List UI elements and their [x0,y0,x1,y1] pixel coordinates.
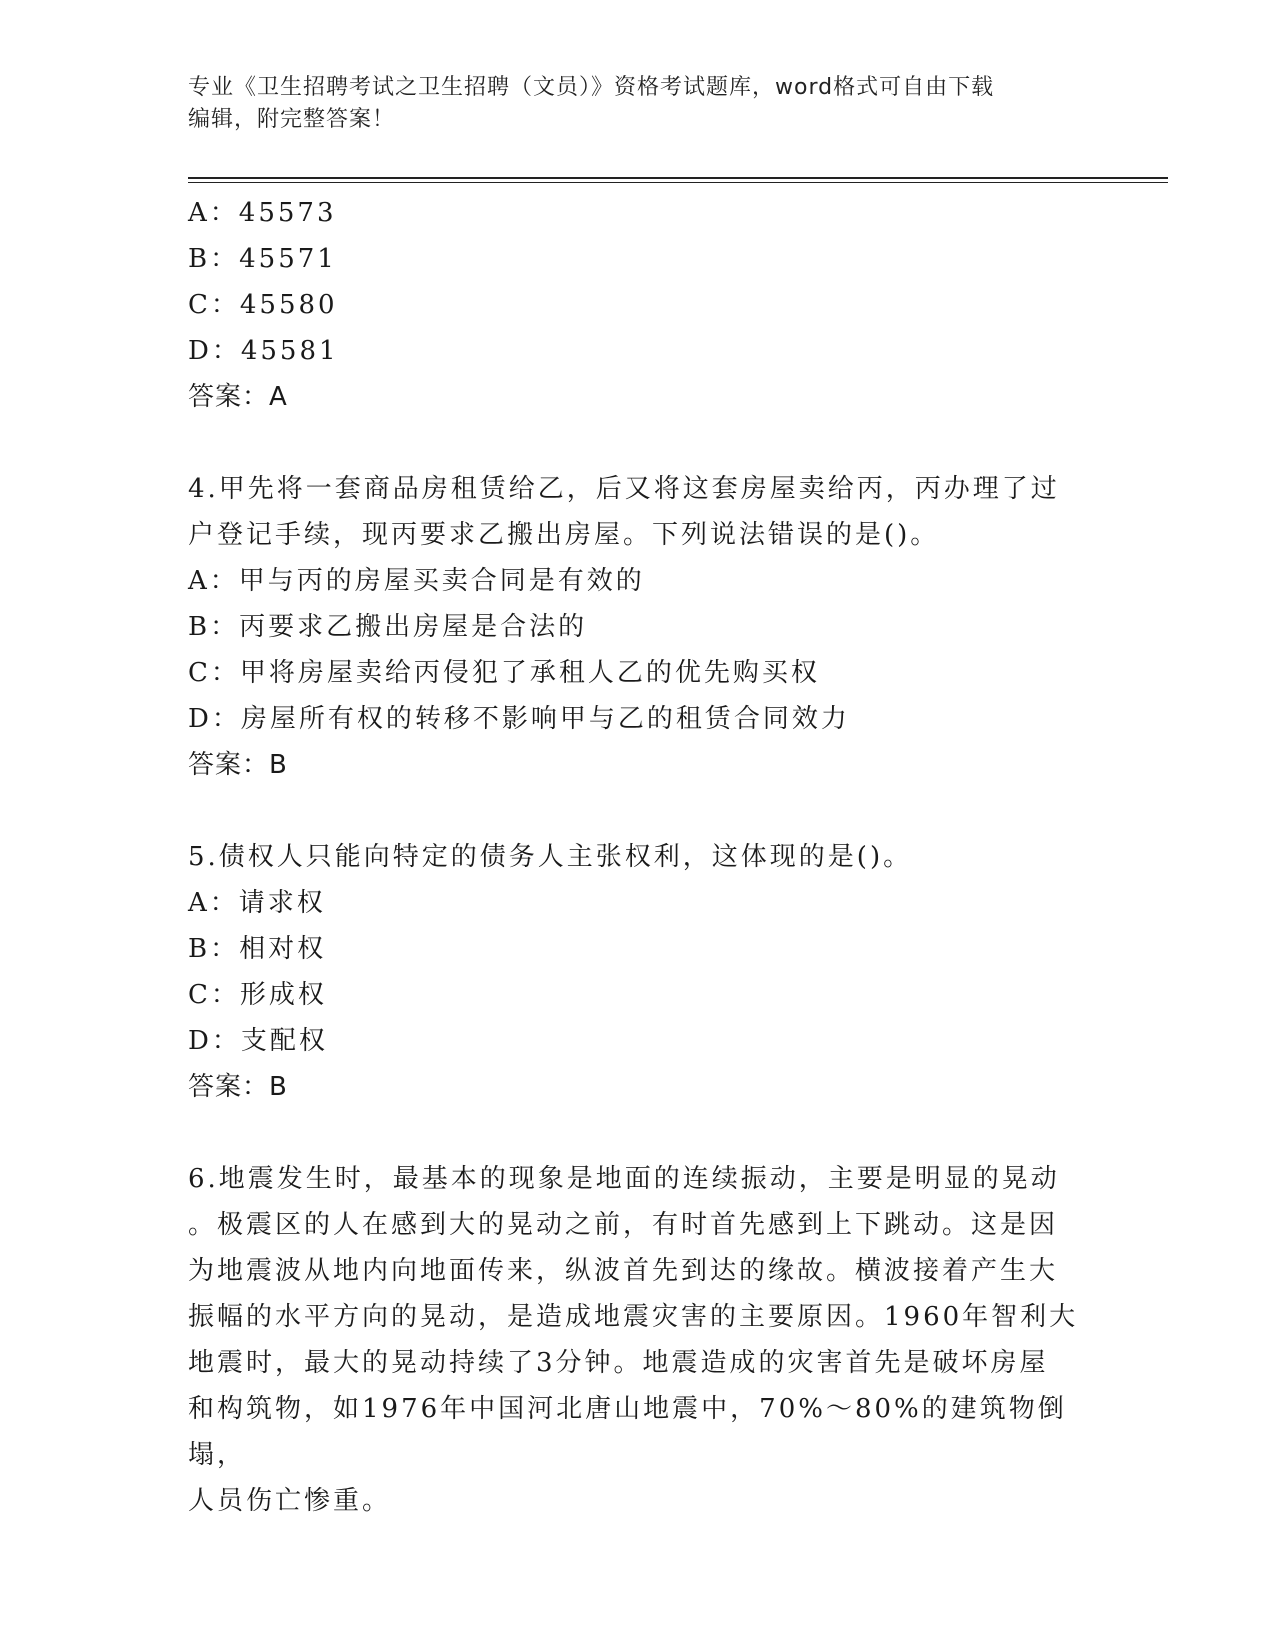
option-b: B：45571 [188,244,337,274]
option-d: D：支配权 [188,1026,328,1056]
option-a: A：45573 [188,198,337,228]
option-c: C：甲将房屋卖给丙侵犯了承租人乙的优先购买权 [188,658,820,688]
question-6 [188,1156,1088,1524]
option-d: D：房屋所有权的转移不影响甲与乙的租赁合同效力 [188,704,850,734]
question-stem-line: 地震时，最大的晃动持续了3分钟。地震造成的灾害首先是破坏房屋 [188,1348,1049,1378]
option-b: B：丙要求乙搬出房屋是合法的 [188,612,588,642]
header-divider-thin [188,182,1168,183]
question-list [188,190,1088,1524]
answer: 答案：B [188,1072,288,1102]
header-line-2: 编辑，附完整答案！ [188,107,396,132]
question-4 [188,466,1088,788]
question-stem-line: 人员伤亡惨重。 [188,1486,392,1516]
document-header [188,72,1088,136]
option-c: C：形成权 [188,980,327,1010]
option-a: A：甲与丙的房屋买卖合同是有效的 [188,566,645,596]
question-stem-line: 。极震区的人在感到大的晃动之前，有时首先感到上下跳动。这是因 [188,1210,1059,1240]
question-5 [188,834,1088,1110]
option-d: D：45581 [188,336,339,366]
option-a: A：请求权 [188,888,326,918]
question-stem-line: 6.地震发生时，最基本的现象是地面的连续振动，主要是明显的晃动 [188,1164,1060,1194]
question-stem-line: 为地震波从地内向地面传来，纵波首先到达的缘故。横波接着产生大 [188,1256,1059,1286]
question-stem-line: 和构筑物，如1976年中国河北唐山地震中，70%～80%的建筑物倒塌， [188,1394,1067,1470]
question-stem-line: 4.甲先将一套商品房租赁给乙，后又将这套房屋卖给丙，丙办理了过 [188,474,1060,504]
question-stem-line: 振幅的水平方向的晃动，是造成地震灾害的主要原因。1960年智利大 [188,1302,1079,1332]
option-c: C：45580 [188,290,338,320]
answer: 答案：A [188,382,288,412]
header-divider-thick [188,177,1168,179]
question-stem-line: 5.债权人只能向特定的债务人主张权利，这体现的是()。 [188,842,913,872]
question-3 [188,190,1088,420]
header-line-1: 专业《卫生招聘考试之卫生招聘（文员）》资格考试题库，word格式可自由下载 [188,75,995,100]
answer: 答案：B [188,750,288,780]
question-stem-line: 户登记手续，现丙要求乙搬出房屋。下列说法错误的是()。 [188,520,940,550]
option-b: B：相对权 [188,934,327,964]
